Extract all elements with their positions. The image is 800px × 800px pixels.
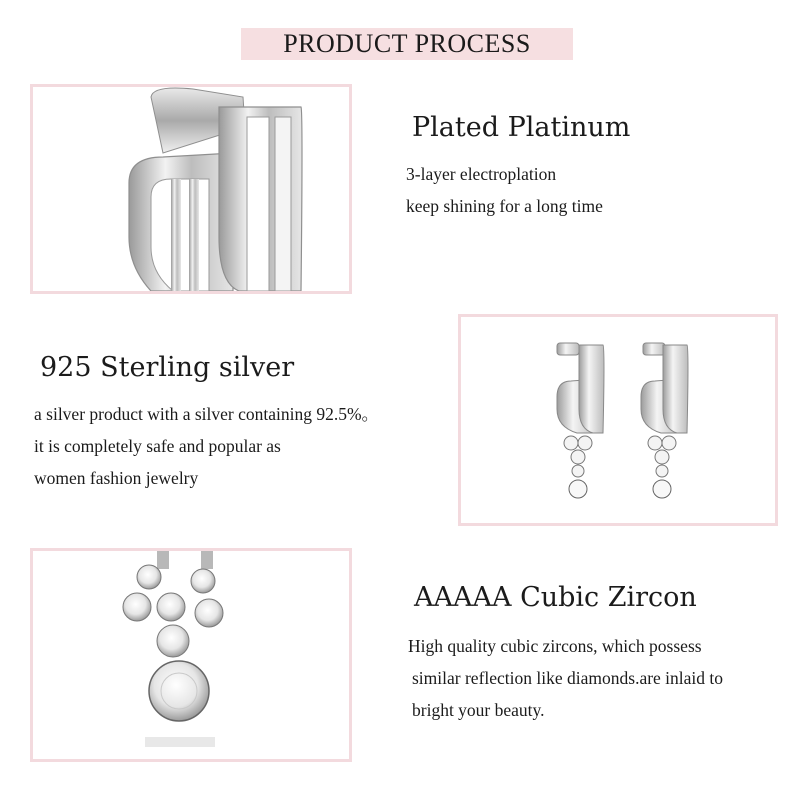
section-title-plated-platinum: Plated Platinum	[412, 112, 631, 143]
hoop-earring-closeup-icon	[33, 87, 349, 291]
product-image-plated-platinum	[30, 84, 352, 294]
desc-line: High quality cubic zircons, which possess	[408, 636, 702, 656]
desc-line: bright your beauty.	[412, 700, 545, 720]
section-title-cubic-zircon: AAAAA Cubic Zircon	[414, 582, 697, 613]
section-desc-sterling-silver	[34, 398, 379, 494]
section-desc-plated-platinum	[406, 158, 603, 222]
section-desc-cubic-zircon	[408, 630, 723, 726]
desc-line: women fashion jewelry	[34, 468, 199, 488]
earring-left	[557, 343, 604, 498]
desc-line: it is completely safe and popular as	[34, 436, 281, 456]
product-image-sterling-silver	[458, 314, 778, 526]
earring-right	[641, 343, 688, 498]
header-title: PRODUCT PROCESS	[283, 29, 531, 58]
desc-line: 3-layer electroplation	[406, 164, 557, 184]
header-banner	[241, 28, 573, 60]
desc-line: keep shining for a long time	[406, 196, 603, 216]
desc-line: similar reflection like diamonds.are inlaid to	[412, 668, 724, 688]
desc-line: a silver product with a silver containing 92.5%。	[34, 404, 380, 424]
zircon-cluster-icon	[33, 551, 349, 759]
section-title-sterling-silver: 925 Sterling silver	[40, 352, 295, 383]
earring-pair-icon	[461, 317, 775, 523]
product-image-cubic-zircon	[30, 548, 352, 762]
